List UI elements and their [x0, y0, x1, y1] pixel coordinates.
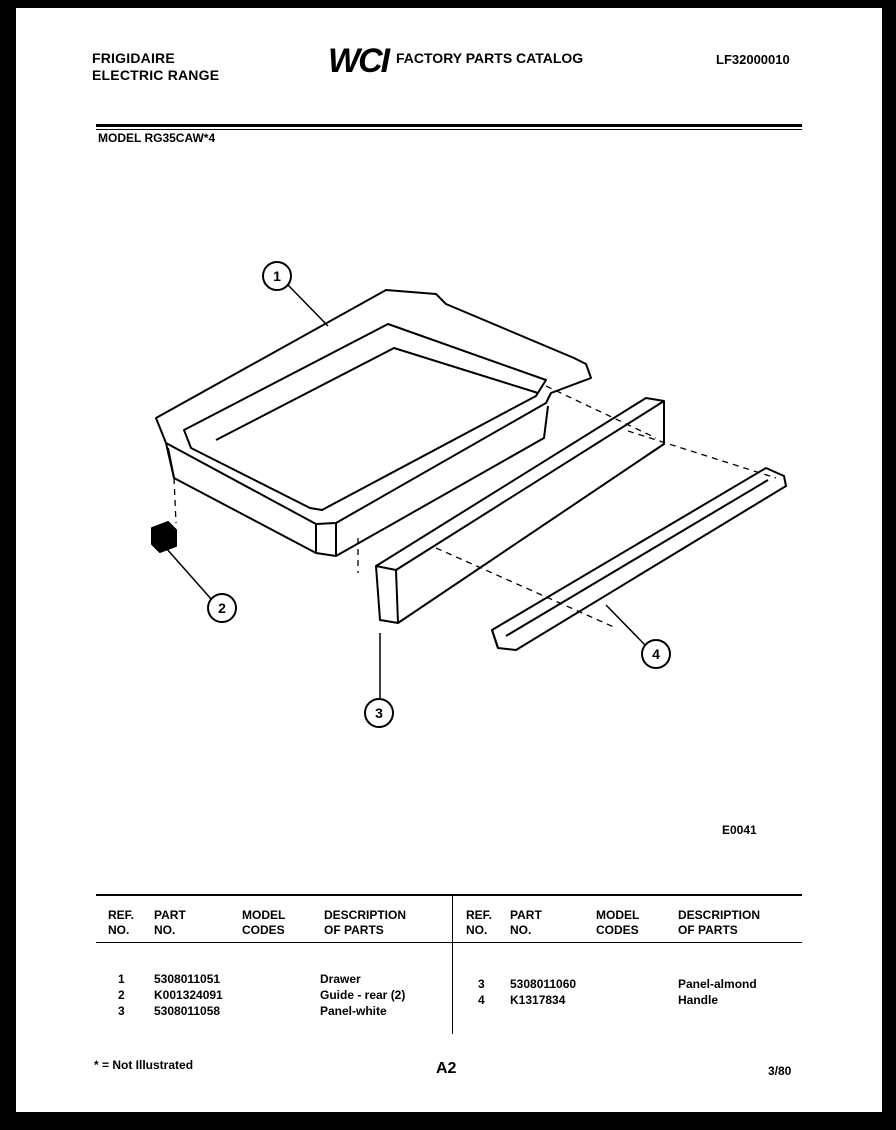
part-number: K1317834	[510, 993, 566, 1007]
part-description: Panel-white	[320, 1004, 387, 1018]
table-divider	[452, 896, 453, 1034]
table-top-rule	[96, 894, 802, 896]
part-number: 5308011060	[510, 977, 577, 991]
table-row: 2	[118, 988, 125, 1002]
header-part-right: PART NO.	[510, 908, 542, 937]
catalog-title: FACTORY PARTS CATALOG	[396, 50, 584, 66]
table-header-rule	[96, 942, 802, 943]
product-type: ELECTRIC RANGE	[92, 67, 220, 83]
part-number: 5308011051	[154, 972, 221, 986]
part-number: 5308011058	[154, 1004, 221, 1018]
header-part: PART NO.	[154, 908, 186, 937]
header-model-codes-right: MODEL CODES	[596, 908, 640, 937]
guide-part	[152, 522, 176, 552]
catalog-page	[16, 8, 882, 1112]
header-description-right: DESCRIPTION OF PARTS	[678, 908, 761, 937]
issue-date: 3/80	[768, 1064, 792, 1078]
part-description: Guide - rear (2)	[320, 988, 406, 1002]
header-ref-right: REF. NO.	[466, 908, 493, 937]
catalog-number: LF32000010	[716, 52, 790, 67]
table-row: 3	[478, 977, 485, 991]
header-model-codes: MODEL CODES	[242, 908, 286, 937]
table-row: 1	[118, 972, 125, 986]
callout-label-3: 3	[375, 705, 383, 721]
table-row: 3	[118, 1004, 125, 1018]
header-description: DESCRIPTION OF PARTS	[324, 908, 407, 937]
brand-name: FRIGIDAIRE	[92, 50, 175, 66]
callout-label-4: 4	[652, 646, 660, 662]
callout-label-1: 1	[273, 268, 281, 284]
model-number: MODEL RG35CAW*4	[98, 131, 216, 145]
figure-code: E0041	[722, 823, 757, 837]
page-number: A2	[436, 1060, 457, 1077]
part-description: Drawer	[320, 972, 361, 986]
table-row: 4	[478, 993, 485, 1007]
part-description: Panel-almond	[678, 977, 757, 991]
panel-part	[376, 398, 664, 623]
callout-label-2: 2	[218, 600, 226, 616]
exploded-diagram	[16, 8, 882, 888]
part-number: K001324091	[154, 988, 223, 1002]
wci-logo: WCI	[328, 42, 389, 80]
header-ref: REF. NO.	[108, 908, 135, 937]
part-description: Handle	[678, 993, 719, 1007]
not-illustrated-note: * = Not Illustrated	[94, 1058, 194, 1072]
